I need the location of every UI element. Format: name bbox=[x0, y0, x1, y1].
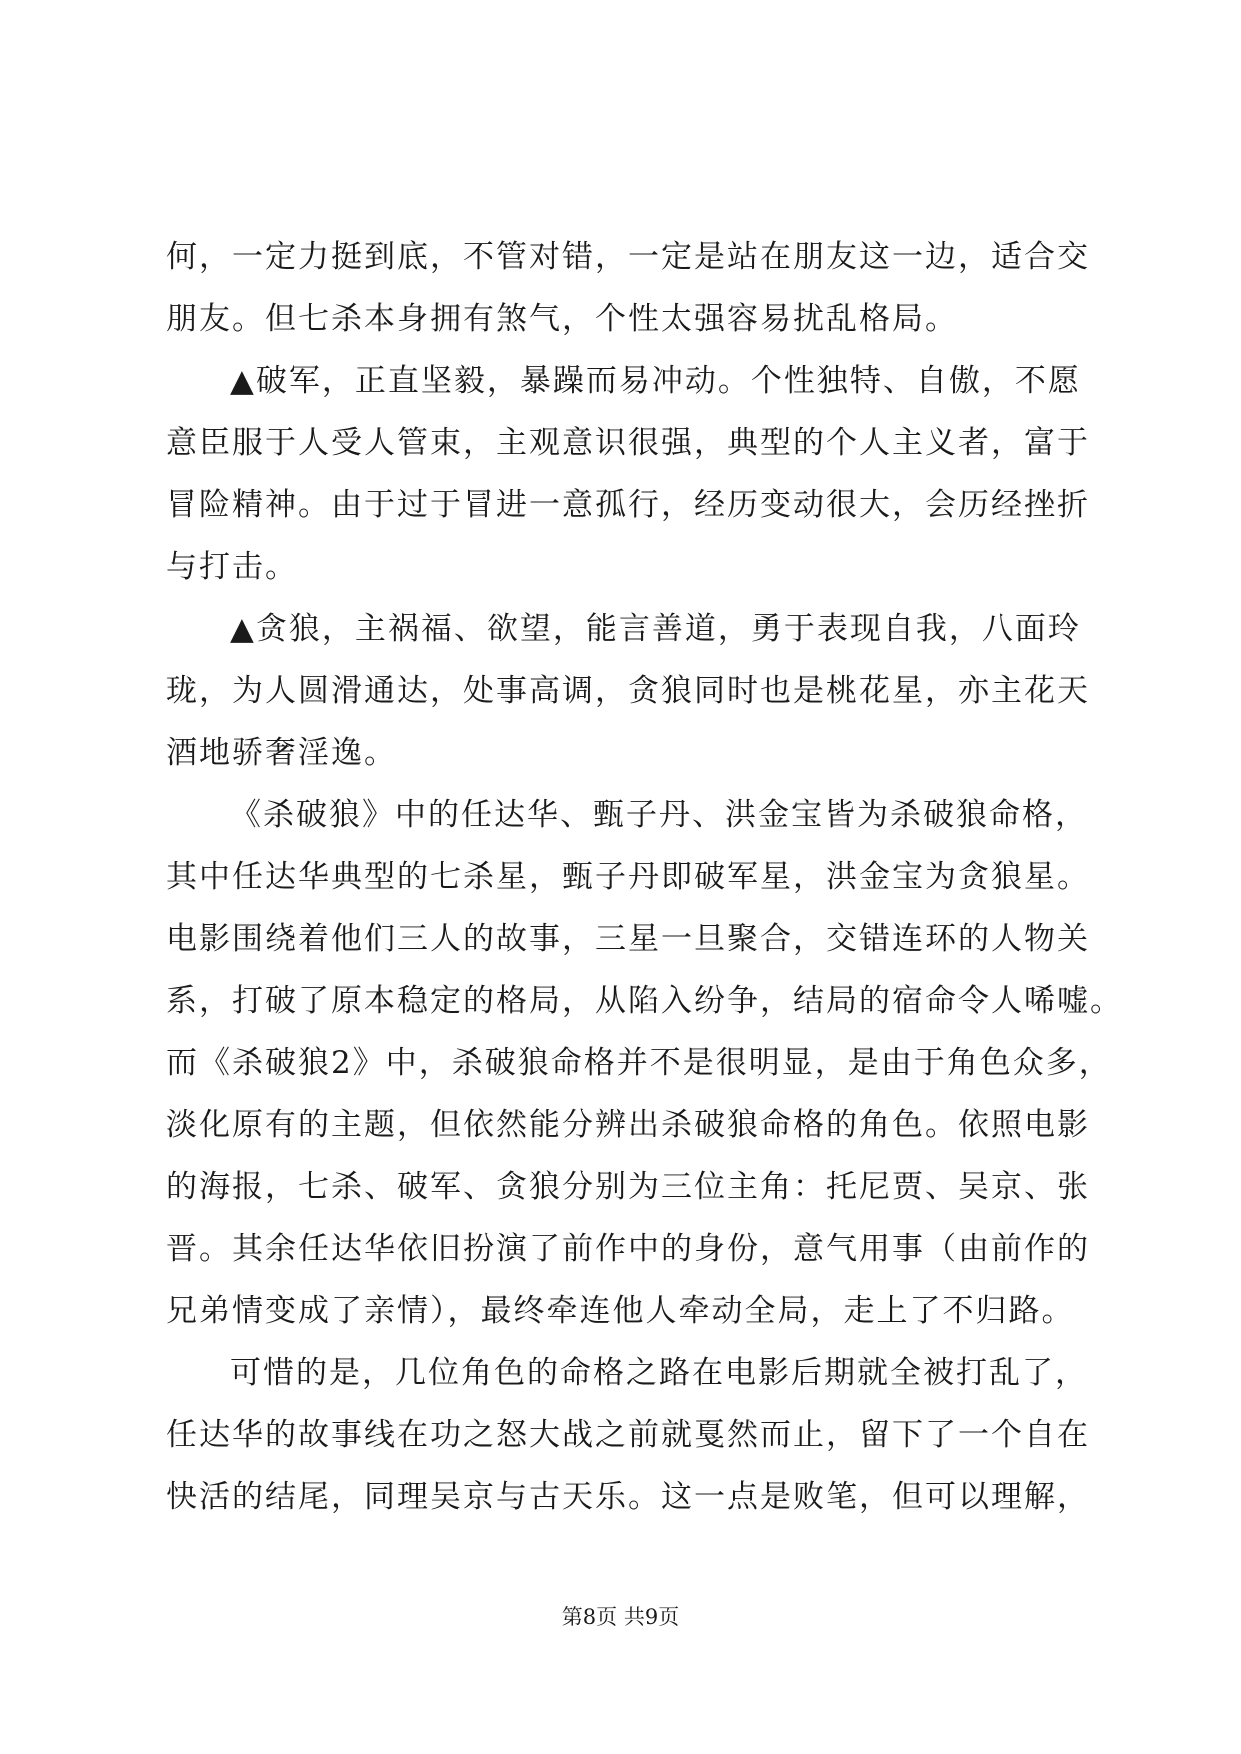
page-number-label: 第8页 共9页 bbox=[561, 1605, 680, 1629]
text-line: 意臣服于人受人管束，主观意识很强，典型的个人主义者，富于 bbox=[166, 425, 1090, 461]
page-footer bbox=[0, 1602, 1241, 1632]
text-line: 何，一定力挺到底，不管对错，一定是站在朋友这一边，适合交 bbox=[166, 239, 1090, 275]
text-line: 快活的结尾，同理吴京与古天乐。这一点是败笔，但可以理解， bbox=[166, 1479, 1090, 1515]
text-line: 朋友。但七杀本身拥有煞气，个性太强容易扰乱格局。 bbox=[166, 301, 958, 337]
text-line: 冒险精神。由于过于冒进一意孤行，经历变动很大，会历经挫折 bbox=[166, 487, 1090, 523]
text-line: 其中任达华典型的七杀星，甄子丹即破军星，洪金宝为贪狼星。 bbox=[166, 859, 1090, 895]
text-line: ▲贪狼，主祸福、欲望，能言善道，勇于表现自我，八面玲 bbox=[230, 611, 1081, 647]
text-line: 与打击。 bbox=[166, 549, 298, 585]
text-line: 任达华的故事线在功之怒大战之前就戛然而止，留下了一个自在 bbox=[166, 1417, 1090, 1453]
text-line: 电影围绕着他们三人的故事，三星一旦聚合，交错连环的人物关 bbox=[166, 921, 1090, 957]
text-line: 兄弟情变成了亲情），最终牵连他人牵动全局，走上了不归路。 bbox=[166, 1293, 1075, 1329]
text-line: 淡化原有的主题，但依然能分辨出杀破狼命格的角色。依照电影 bbox=[166, 1107, 1090, 1143]
text-line: 晋。其余任达华依旧扮演了前作中的身份，意气用事（由前作的 bbox=[166, 1231, 1090, 1267]
text-line: 系，打破了原本稳定的格局，从陷入纷争，结局的宿命令人唏嘘。 bbox=[166, 983, 1123, 1019]
text-line: 珑，为人圆滑通达，处事高调，贪狼同时也是桃花星，亦主花天 bbox=[166, 673, 1090, 709]
text-line: 《杀破狼》中的任达华、甄子丹、洪金宝皆为杀破狼命格， bbox=[230, 797, 1088, 833]
text-line: ▲破军，正直坚毅，暴躁而易冲动。个性独特、自傲，不愿 bbox=[230, 363, 1081, 399]
text-line: 的海报，七杀、破军、贪狼分别为三位主角：托尼贾、吴京、张 bbox=[166, 1169, 1090, 1205]
body-text bbox=[166, 226, 1123, 1528]
text-line: 而《杀破狼2》中，杀破狼命格并不是很明显，是由于角色众多， bbox=[166, 1045, 1112, 1081]
text-line: 酒地骄奢淫逸。 bbox=[166, 735, 397, 771]
text-line: 可惜的是，几位角色的命格之路在电影后期就全被打乱了， bbox=[230, 1355, 1088, 1391]
